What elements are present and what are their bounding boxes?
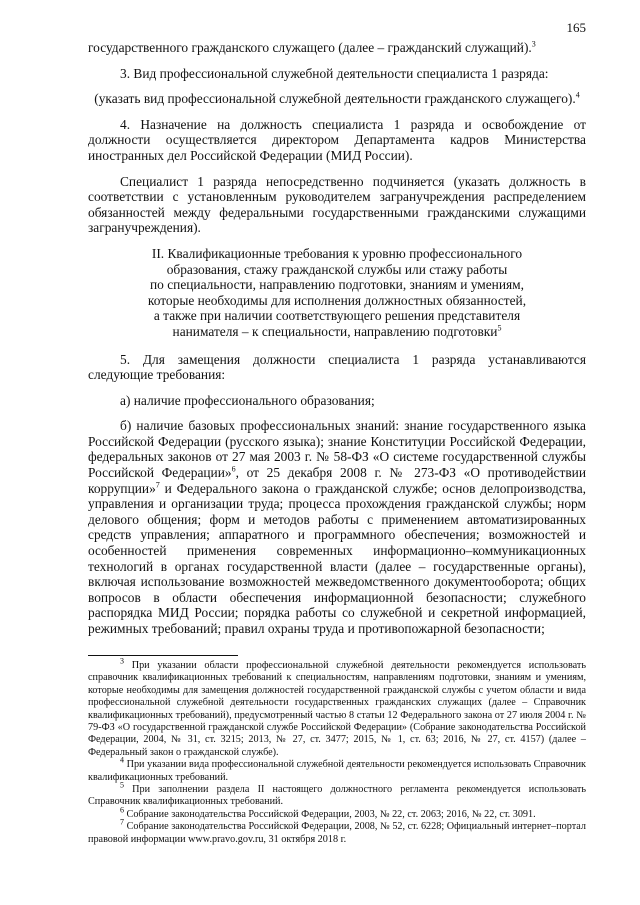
footnote-7 xyxy=(88,817,586,846)
footnote-ref-5: 5 xyxy=(497,323,502,333)
paragraph-5b-part-3: и Федерального закона о гражданской службе; основ делопроизводства, управления и организации труда; процесса прохождения гражданской службы; норм делового общения; форм и методов работы с применением автоматизированных средств управления; аппаратного и программного обеспечения; возможностей и особенностей применения современных информационно–коммуникационных технологий в органах государственной власти (далее – государственные органы), включая использование возможностей межведомственного документооборота; общих вопросов в области обеспечения информационной безопасности; служебного распорядка МИД России; порядка работы со служебной и секретной информацией, режимных требований; правил охраны труда и противопожарной безопасности; xyxy=(88,480,586,636)
paragraph-subordination: Специалист 1 разряда непосредственно подчиняется (указать должность в соответствии с установленным руководителем загранучреждения распределением обязанностей между федеральными государственными гражданскими служащими загранучреждения). xyxy=(88,173,586,236)
footnote-ref-3: 3 xyxy=(531,39,536,49)
paragraph-3-note-text: (указать вид профессиональной служебной деятельности гражданского служащего). xyxy=(94,91,576,107)
footnote-ref-7: 7 xyxy=(155,480,160,490)
heading-line: образования, стажу гражданской службы или стажу работы xyxy=(166,261,508,277)
heading-line-last xyxy=(88,324,586,340)
footnote-text: При указании области профессиональной служебной деятельности рекомендуется использовать справочник квалификационных требований к специальностям, направлениям подготовки, знаниям и умениям, которые необходимы для замещения должностей государственной гражданской службы с учетом области и вида профессиональной служебной деятельности государственных гражданских служащих (далее – Справочник квалификационных требований), предусмотренный частью 8 статьи 12 Федерального закона от 27 июля 2004 г. № 79-ФЗ «О государственной гражданской службе Российской Федерации» (Собрание законодательства Российской Федерации, 2004, № 31, ст. 3215; 2013, № 27, ст. 3477; 2015, № 1, ст. 63; 2016, № 27, ст. 4157) (далее – Федеральный закон о гражданской службе). xyxy=(88,660,586,758)
footnote-text: При указании вида профессиональной служебной деятельности рекомендуется использовать Справочник квалификационных требований. xyxy=(88,759,586,783)
footnote-text: Собрание законодательства Российской Федерации, 2008, № 52, ст. 6228; Официальный интернет–портал правовой информации www.pravo.gov.ru, 31 октября 2018 г. xyxy=(88,821,586,845)
heading-line: а также при наличии соответствующего решения представителя xyxy=(153,308,521,324)
paragraph-5a: а) наличие профессионального образования; xyxy=(120,392,375,408)
footnote-number: 4 xyxy=(120,755,124,765)
footnote-text: При заполнении раздела II настоящего должностного регламента рекомендуется использовать Справочник квалификационных требований. xyxy=(88,784,586,808)
footnote-5 xyxy=(88,780,586,809)
footnotes xyxy=(88,655,586,846)
footnote-ref-4: 4 xyxy=(575,90,580,100)
section-heading xyxy=(88,246,586,340)
heading-line: по специальности, направлению подготовки, знаниям и умениям, xyxy=(150,277,524,293)
footnote-number: 7 xyxy=(120,817,124,827)
paragraph-5b-part-1: б) наличие базовых профессиональных знаний: знание государственного языка Российской Федерации (русского языка); знание Конституции Российской Федерации, федеральных законов от 27 мая 2003 г. № 58-ФЗ «О системе государственной службы Российской Федерации» xyxy=(88,418,586,481)
heading-line: II. Квалификационные требования к уровню профессионального xyxy=(151,245,523,261)
paragraph-5: 5. Для замещения должности специалиста 1 разряда устанавливаются следующие требования: xyxy=(88,351,586,383)
paragraph-3: 3. Вид профессиональной служебной деятельности специалиста 1 разряда: xyxy=(120,65,549,81)
footnote-3 xyxy=(88,656,586,759)
footnote-number: 3 xyxy=(120,656,124,666)
footnote-number: 6 xyxy=(120,805,124,815)
paragraph-5b-part-2: , от 25 декабря 2008 г. № 273-ФЗ «О противодействии коррупции» xyxy=(88,465,586,496)
heading-line-text: нанимателя – к специальности, направлению подготовки xyxy=(172,323,498,339)
footnote-divider xyxy=(88,655,238,656)
heading-line: которые необходимы для исполнения должностных обязанностей, xyxy=(147,292,527,308)
footnote-6 xyxy=(88,805,586,821)
footnote-number: 5 xyxy=(120,780,124,790)
paragraph-4: 4. Назначение на должность специалиста 1 разряда и освобождение от должности осуществляется директором Департамента кадров Министерства иностранных дел Российской Федерации (МИД России). xyxy=(88,116,586,163)
footnote-4 xyxy=(88,755,586,784)
paragraph-5b xyxy=(88,418,586,636)
body-text xyxy=(88,40,586,647)
footnote-ref-6: 6 xyxy=(231,464,236,474)
paragraph-3-note xyxy=(88,91,586,107)
footnote-text: Собрание законодательства Российской Федерации, 2003, № 22, ст. 2063; 2016, № 22, ст. 3091. xyxy=(124,808,536,820)
page-number: 165 xyxy=(566,20,586,35)
paragraph-top xyxy=(88,40,586,56)
paragraph-top-text: государственного гражданского служащего (далее – гражданский служащий). xyxy=(88,40,532,55)
